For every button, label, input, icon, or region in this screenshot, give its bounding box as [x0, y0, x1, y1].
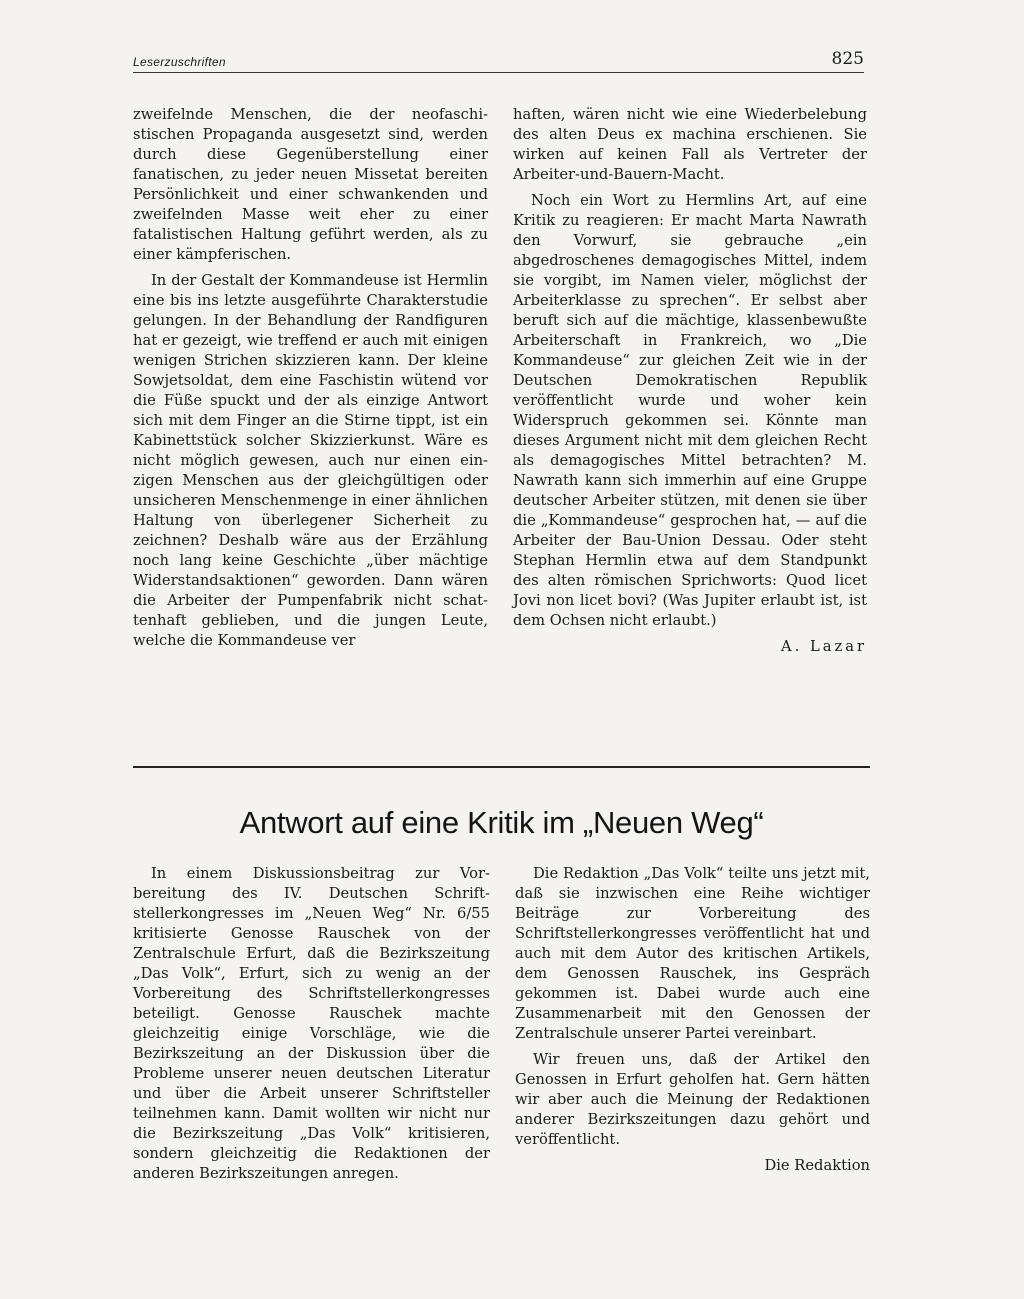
- letter-signature: A. Lazar: [781, 638, 867, 655]
- article-signature: Die Redaktion: [764, 1157, 870, 1174]
- paragraph: Noch ein Wort zu Hermlins Art, auf eine Kritik zu reagieren: Er macht Marta Nawrath den Vorwurf, sie gebrauche „ein abgedroschenes demagogisches Mittel, indem sie vorgibt, im Namen vieler, möglichst der Arbeiterklasse zu sprechen“. Er selbst aber beruft sich auf die mächtige, klassenbewußte Arbeiterschaft in Frankreich, wo „Die Kommandeuse“ zur gleichen Zeit wie in der Deutschen Demokratischen Republik veröffentlicht wurde und woher kein Widerspruch gekommen sei. Könnte man dieses Argument nicht mit dem gleichen Recht als demagogisches Mittel betrachten? M. Nawrath kann sich immerhin auf eine Gruppe deutscher Arbeiter stützen, mit denen sie über die „Kommandeuse“ gesprochen hat, — auf die Arbeiter der Bau-Union Dessau. Oder steht Stephan Hermlin etwa auf dem Standpunkt des alten römischen Sprichworts: Quod licet Jovi non licet bovi? (Was Jupiter erlaubt ist, ist dem Ochsen nicht erlaubt.): [513, 192, 867, 629]
- page-header: [133, 48, 864, 73]
- article-title: Antwort auf eine Kritik im „Neuen Weg“: [239, 805, 764, 840]
- paragraph: In der Gestalt der Kommandeuse ist Hermlin eine bis ins letzte ausgeführte Charakterstudie gelungen. In der Behandlung der Randfiguren hat er gezeigt, wie treffend er auch mit einigen wenigen Strichen skizzieren kann. Der kleine Sowjetsoldat, dem eine Faschistin wütend vor die Füße spuckt und der als einzige Antwort sich mit dem Finger an die Stirne tippt, ist ein Kabinettstück solcher Skizzierkunst. Wäre es nicht möglich gewesen, auch nur einen einzigen Menschen aus der gleichgültigen oder unsicheren Menschenmenge in einer ähnlichen Haltung von überlegener Sicherheit zu zeichnen? Deshalb wäre aus der Erzählung noch lang keine Geschichte „über mächtige Widerstandsaktionen“ geworden. Dann wären die Arbeiter der Pumpenfabrik nicht schattenhaft geblieben, und die jungen Leute, welche die Kommandeuse ver: [133, 272, 488, 649]
- article-column-right: [515, 864, 870, 1176]
- article-column-left: [133, 864, 490, 1190]
- paragraph: In einem Diskussionsbeitrag zur Vorbereitung des IV. Deutschen Schriftstellerkongresses im „Neuen Weg“ Nr. 6/55 kritisierte Genosse Rauschek von der Zentralschule Erfurt, daß die Bezirkszeitung „Das Volk“, Erfurt, sich zu wenig an der Vorbereitung des Schriftstellerkongresses beteiligt. Genosse Rauschek machte gleichzeitig einige Vorschläge, wie die Bezirkszeitung an der Diskussion über die Probleme unserer neuen deutschen Literatur und über die Arbeit unserer Schriftsteller teilnehmen kann. Damit wollten wir nicht nur die Bezirkszeitung „Das Volk“ kritisieren, sondern gleichzeitig die Redaktionen der anderen Bezirkszeitungen anregen.: [133, 865, 490, 1182]
- letter-column-right: [513, 105, 867, 657]
- paragraph: zweifelnde Menschen, die der neofaschistischen Propaganda ausgesetzt sind, werden durch diese Gegenüberstellung einer fanatischen, zu jeder neuen Missetat bereiten Persönlichkeit und einer schwankenden und zweifelnden Masse weit eher zu einer fatalistischen Haltung geführt werden, als zu einer kämpferischen.: [133, 106, 488, 263]
- letter-column-left: [133, 105, 488, 657]
- paragraph: Wir freuen uns, daß der Artikel den Genossen in Erfurt geholfen hat. Gern hätten wir aber auch die Meinung der Redaktionen anderer Bezirkszeitungen dazu gehört und veröffentlicht.: [515, 1051, 870, 1148]
- paragraph: Die Redaktion „Das Volk“ teilte uns jetzt mit, daß sie inzwischen eine Reihe wichtiger Beiträge zur Vorbereitung des Schriftstellerkongresses veröffentlicht hat und auch mit dem Autor des kritischen Artikels, dem Genossen Rauschek, ins Gespräch gekommen ist. Dabei wurde auch eine Zusammenarbeit mit den Genossen der Zentralschule unserer Partei vereinbart.: [515, 865, 870, 1042]
- paragraph: haften, wären nicht wie eine Wiederbelebung des alten Deus ex machina erschienen. Sie wirken auf keinen Fall als Vertreter der Arbeiter-und-Bauern-Macht.: [513, 106, 867, 183]
- section-label: Leserzuschriften: [133, 55, 226, 69]
- section-divider: [133, 766, 870, 768]
- page-number: 825: [831, 49, 864, 69]
